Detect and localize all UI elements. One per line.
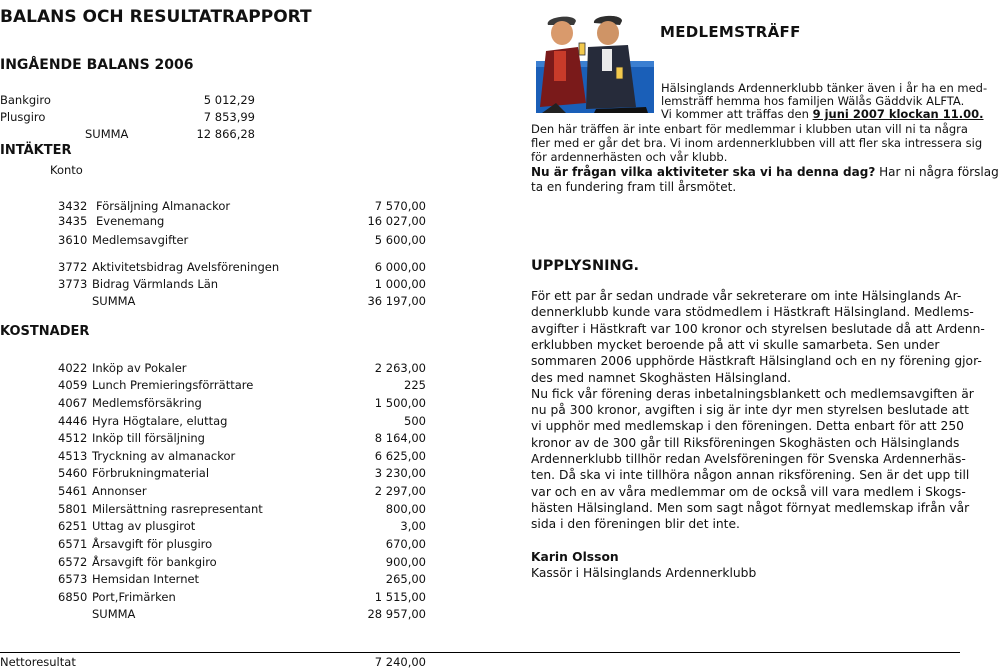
meeting-line: Den här träffen är inte enbart för medlemmar i klubben utan vill ni ta några xyxy=(531,122,968,136)
meeting-line: för ardennerhästen och vår klubb. xyxy=(531,150,728,164)
meeting-line: lemsträff hemma hos familjen Wälås Gäddvik ALFTA. xyxy=(661,94,965,108)
account-label: Hemsidan Internet xyxy=(92,572,200,586)
balance-row-bankgiro xyxy=(0,93,430,110)
account-code: 3610 xyxy=(58,233,88,247)
account-amount: 670,00 xyxy=(385,537,426,551)
account-code: 6850 xyxy=(58,590,88,604)
account-label: Lunch Premieringsförrättare xyxy=(92,378,254,392)
account-code: 4059 xyxy=(58,378,88,392)
account-code: 3772 xyxy=(58,260,88,274)
cost-row xyxy=(0,555,430,572)
net-result-amount: 7 240,00 xyxy=(374,655,426,669)
account-label: Annonser xyxy=(92,484,147,498)
meeting-question-rest: Har ni några förslag xyxy=(875,165,999,179)
info-line: sida i den föreningen blir det inte. xyxy=(531,517,740,532)
income-row xyxy=(0,233,430,250)
account-code: 4446 xyxy=(58,414,88,428)
info-line: sommaren 2006 upphörde Hästkraft Hälsingland och en ny förening gjor- xyxy=(531,354,982,369)
cost-row xyxy=(0,572,430,589)
account-label: Inköp till försäljning xyxy=(92,431,205,445)
meeting-question-line xyxy=(531,166,999,180)
info-line: des med namnet Skoghästen Hälsingland. xyxy=(531,370,792,385)
income-sum-row xyxy=(0,294,430,311)
cost-row xyxy=(0,590,430,607)
account-amount: 225 xyxy=(404,378,426,392)
balance-sum-label: SUMMA xyxy=(85,127,129,141)
costs-heading: KOSTNADER xyxy=(0,324,90,339)
account-code: 5460 xyxy=(58,466,88,480)
account-amount: 800,00 xyxy=(385,502,426,516)
account-amount: 2 297,00 xyxy=(374,484,426,498)
account-label: Evenemang xyxy=(96,214,165,228)
account-label: Uttag av plusgirot xyxy=(92,519,196,533)
info-line: hästen Hälsingland. Men som sagt något förnyat medlemskap ifrån vår xyxy=(531,500,970,515)
account-code: 4067 xyxy=(58,396,88,410)
cost-row xyxy=(0,414,430,431)
cost-row xyxy=(0,396,430,413)
meeting-title: MEDLEMSTRÄFF xyxy=(660,23,801,41)
income-row xyxy=(0,214,430,231)
account-amount: 2 263,00 xyxy=(374,361,426,375)
account-code: 4512 xyxy=(58,431,88,445)
account-code: 6571 xyxy=(58,537,88,551)
konto-label: Konto xyxy=(50,163,83,177)
men-with-beer-illustration xyxy=(536,3,656,113)
costs-sum-amount: 28 957,00 xyxy=(367,607,426,621)
income-sum-amount: 36 197,00 xyxy=(367,294,426,308)
info-line: vi upphör med medlemskap i den föreningen. Detta enbart för att 250 xyxy=(531,419,964,434)
account-code: 3773 xyxy=(58,277,88,291)
info-line: Nu fick vår förening deras inbetalningsblankett och medlemsavgiften är xyxy=(531,386,974,401)
balance-sum-amount: 12 866,28 xyxy=(196,127,255,141)
net-result-row xyxy=(0,655,430,672)
account-label: Bidrag Värmlands Län xyxy=(92,277,219,291)
info-line: För ett par år sedan undrade vår sekreterare om inte Hälsinglands Ar- xyxy=(531,289,962,303)
meeting-date: 9 juni 2007 klockan 11.00. xyxy=(812,107,984,121)
account-label: Medlemsavgifter xyxy=(92,233,189,247)
account-label: Försäljning Almanackor xyxy=(96,199,231,213)
account-label: Milersättning rasrepresentant xyxy=(92,502,263,516)
balance-label: Plusgiro xyxy=(0,110,46,124)
account-amount: 16 027,00 xyxy=(367,214,426,228)
cost-row xyxy=(0,537,430,554)
account-code: 4513 xyxy=(58,449,88,463)
signature-name: Karin Olsson xyxy=(531,550,619,564)
income-heading: INTÄKTER xyxy=(0,143,72,158)
cost-row xyxy=(0,449,430,466)
page-title: BALANS OCH RESULTATRAPPORT xyxy=(0,7,312,27)
account-code: 4022 xyxy=(58,361,88,375)
income-row xyxy=(0,260,430,277)
account-amount: 8 164,00 xyxy=(374,431,426,445)
account-label: Hyra Högtalare, eluttag xyxy=(92,414,228,428)
meeting-date-line xyxy=(661,108,984,122)
account-amount: 500 xyxy=(404,414,426,428)
cost-row xyxy=(0,466,430,483)
account-label: Årsavgift för bankgiro xyxy=(92,555,217,569)
account-code: 3435 xyxy=(58,214,88,228)
cost-row xyxy=(0,378,430,395)
cost-row xyxy=(0,484,430,501)
info-line: kronor av de 300 går till Riksföreningen Skoghästen och Hälsinglands xyxy=(531,435,960,450)
account-label: Inköp av Pokaler xyxy=(92,361,187,375)
account-amount: 1 500,00 xyxy=(374,396,426,410)
account-label: Aktivitetsbidrag Avelsföreningen xyxy=(92,260,280,274)
info-line: nu på 300 kronor, avgiften i sig är inte dyr men styrelsen beslutade att xyxy=(531,403,969,418)
account-label: Förbrukningmaterial xyxy=(92,466,210,480)
account-code: 3432 xyxy=(58,199,88,213)
account-code: 5801 xyxy=(58,502,88,516)
balance-row-plusgiro xyxy=(0,110,430,127)
account-amount: 1 515,00 xyxy=(374,590,426,604)
meeting-date-prefix: Vi kommer att träffas den xyxy=(661,107,813,121)
account-amount: 7 570,00 xyxy=(374,199,426,213)
account-code: 6572 xyxy=(58,555,88,569)
account-amount: 5 600,00 xyxy=(374,233,426,247)
balance-amount: 7 853,99 xyxy=(203,110,255,124)
account-amount: 3,00 xyxy=(400,519,426,533)
meeting-line: ta en fundering fram till årsmötet. xyxy=(531,180,737,194)
account-label: Årsavgift för plusgiro xyxy=(92,537,213,551)
net-result-label: Nettoresultat xyxy=(0,655,76,669)
cost-row xyxy=(0,519,430,536)
account-amount: 900,00 xyxy=(385,555,426,569)
costs-sum-label: SUMMA xyxy=(92,607,136,621)
info-title: UPPLYSNING. xyxy=(531,258,640,274)
opening-balance-heading: INGÅENDE BALANS 2006 xyxy=(0,57,194,73)
meeting-question: Nu är frågan vilka aktiviteter ska vi ha denna dag? xyxy=(531,165,876,179)
account-amount: 265,00 xyxy=(385,572,426,586)
account-amount: 1 000,00 xyxy=(374,277,426,291)
info-line: ten. Då ska vi inte tillhöra någon annan riksförening. Sen är det upp till xyxy=(531,468,970,483)
signature-role: Kassör i Hälsinglands Ardennerklubb xyxy=(531,566,757,580)
account-label: Medlemsförsäkring xyxy=(92,396,202,410)
divider xyxy=(0,652,960,653)
balance-amount: 5 012,29 xyxy=(203,93,255,107)
account-amount: 3 230,00 xyxy=(374,466,426,480)
account-code: 6573 xyxy=(58,572,88,586)
cost-row xyxy=(0,502,430,519)
info-line: Ardennerklubb tillhör redan Avelsföreningen för Svenska Ardennerhäs- xyxy=(531,452,966,466)
account-amount: 6 000,00 xyxy=(374,260,426,274)
info-line: erklubben mycket beroende på att vi skulle samarbeta. Sen under xyxy=(531,337,940,352)
meeting-line: fler med er går det bra. Vi inom ardennerklubben vill att fler ska intressera sig xyxy=(531,136,983,150)
balance-sum-row xyxy=(0,127,430,144)
info-line: avgifter i Hästkraft var 100 kronor och styrelsen beslutade då att Ardenn- xyxy=(531,321,985,336)
costs-sum-row xyxy=(0,607,430,624)
account-code: 5461 xyxy=(58,484,88,498)
account-code: 6251 xyxy=(58,519,88,533)
account-amount: 6 625,00 xyxy=(374,449,426,463)
cost-row xyxy=(0,361,430,378)
income-sum-label: SUMMA xyxy=(92,294,136,308)
cost-row xyxy=(0,431,430,448)
balance-label: Bankgiro xyxy=(0,93,51,107)
info-line: dennerklubb kunde vara stödmedlem i Hästkraft Hälsingland. Medlems- xyxy=(531,305,974,320)
income-row xyxy=(0,277,430,294)
info-line: var och en av våra medlemmar om de också vill vara medlem i Skogs- xyxy=(531,484,966,499)
account-label: Tryckning av almanackor xyxy=(92,449,236,463)
meeting-line: Hälsinglands Ardennerklubb tänker även i år ha en med- xyxy=(661,81,988,95)
account-label: Port,Frimärken xyxy=(92,590,176,604)
